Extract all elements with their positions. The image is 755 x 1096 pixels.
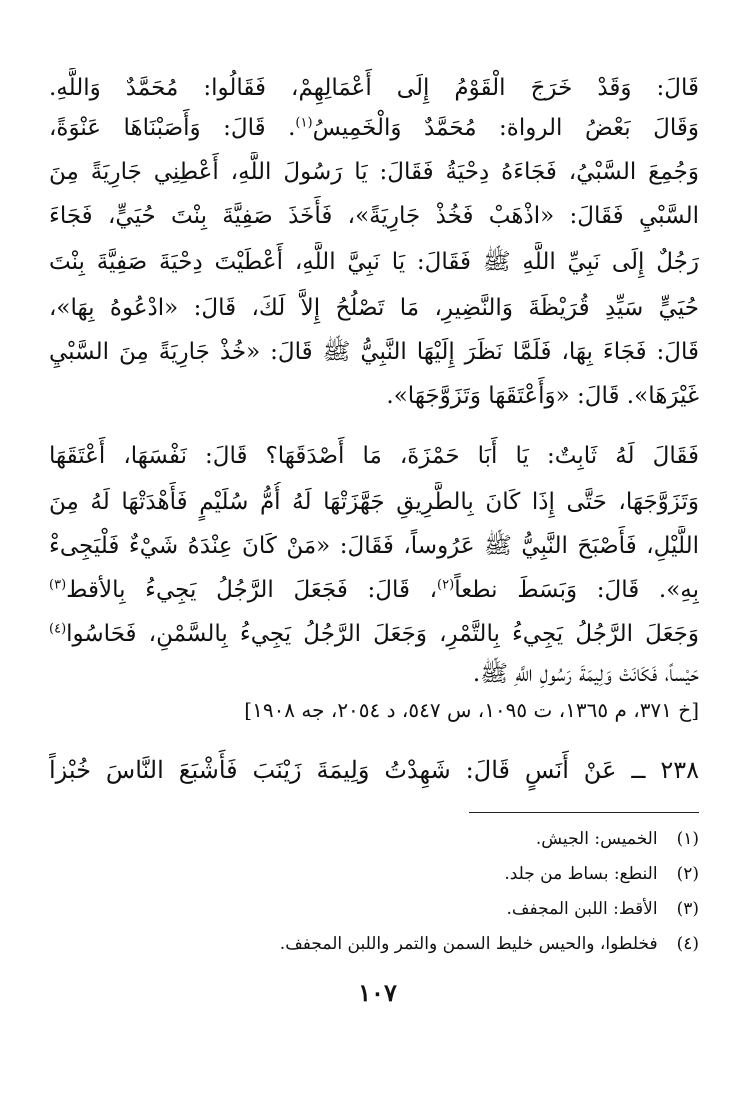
footnote-3 bbox=[49, 892, 699, 927]
footnote-text: الأقط: اللبن المجفف. bbox=[506, 899, 658, 919]
footnote-marker-4: (٤) bbox=[49, 621, 67, 637]
line-text-end: ، قَالَ: فَجَعَلَ الرَّجُلُ يَجِيءُ بِالأقط bbox=[66, 577, 438, 603]
line-text: بِهِ». قَالَ: وَبَسَطَ نطعاً bbox=[454, 577, 699, 603]
footnote-marker-1: (١) bbox=[295, 115, 313, 131]
footnote-marker-3: (٣) bbox=[49, 577, 67, 593]
footnote-number: (٢) bbox=[676, 864, 699, 884]
paragraph-2-line-3: اللَّيْلِ، فَأَصْبَحَ النَّبِيُّ ﷺ عَرُوساً، فَقَالَ: «مَنْ كَانَ عِنْدَهُ شَيْءٌ فَلْيَجِىءْ bbox=[49, 533, 699, 559]
page-number: ١٠٧ bbox=[358, 978, 397, 1007]
paragraph-1-line-1: قَالَ: وَقَدْ خَرَجَ الْقَوْمُ إِلَى أَعْمَالِهِمْ، فَقَالُوا: مُحَمَّدٌ وَاللَّهِ. bbox=[49, 75, 699, 101]
footnote-2 bbox=[49, 857, 699, 892]
footnote-number: (١) bbox=[676, 829, 699, 849]
footnote-text: فخلطوا، والحيس خليط السمن والتمر واللبن المجفف. bbox=[279, 934, 658, 954]
paragraph-1-line-3: وَجُمِعَ السَّبْيُ، فَجَاءَهُ دِحْيَةُ فَقَالَ: يَا رَسُولَ اللَّهِ، أَعْطِنِي جَارِيَةً مِنَ bbox=[49, 159, 699, 185]
paragraph-2-line-6: حَيْساً، فَكَانَتْ وَلِيمَةَ رَسُولِ اللَّهِ ﷺ. bbox=[472, 661, 699, 687]
paragraph-1-line-5: رَجُلٌ إِلَى نَبِيِّ اللَّهِ ﷺ فَقَالَ: يَا نَبِيَّ اللَّهِ، أَعْطَيْتَ دِحْيَةَ صَفِيَّةَ بِنْتَ bbox=[49, 249, 699, 275]
next-hadith-start: ٢٣٨ ــ عَنْ أَنَسٍ قَالَ: شَهِدْتُ وَلِيمَةَ زَيْنَبَ فَأَشْبَعَ النَّاسَ خُبْزاً bbox=[49, 756, 699, 784]
footnote-4 bbox=[49, 927, 699, 962]
paragraph-1-line-2 bbox=[49, 108, 699, 148]
paragraph-1-line-4: السَّبْيِ فَقَالَ: «اذْهَبْ فَخُذْ جَارِيَةً»، فَأَخَذَ صَفِيَّةَ بِنْتَ حُيَيٍّ، فَجَاءَ bbox=[49, 203, 699, 229]
footnote-number: (٤) bbox=[676, 934, 699, 954]
footnote-text: الخميس: الجيش. bbox=[535, 829, 658, 849]
line-text-end: . قَالَ: وَأَصَبْنَاهَا عَنْوَةً، bbox=[49, 115, 296, 141]
footnote-marker-2: (٢) bbox=[437, 577, 455, 593]
paragraph-1-line-7: قَالَ: فَجَاءَ بِهَا، فَلَمَّا نَظَرَ إِلَيْهَا النَّبِيُّ ﷺ قَالَ: «خُذْ جَارِيَةً مِنَ السَّبْيِ bbox=[49, 339, 699, 365]
line-text: وَقَالَ بَعْضُ الرواة: مُحَمَّدٌ وَالْخَمِيسُ bbox=[312, 115, 699, 141]
paragraph-1-line-6: حُيَيٍّ سَيِّدِ قُرَيْظَةَ وَالنَّضِيرِ، مَا تَصْلُحُ إِلاَّ لَكَ، قَالَ: «ادْعُوهُ بِهَا»، bbox=[49, 295, 699, 321]
paragraph-2-line-4 bbox=[49, 570, 699, 610]
paragraph-2-line-1: فَقَالَ لَهُ ثَابِتٌ: يَا أَبَا حَمْزَةَ، مَا أَصْدَقَهَا؟ قَالَ: نَفْسَهَا، أَعْتَقَهَا bbox=[49, 443, 699, 469]
footnote-1 bbox=[49, 822, 699, 857]
hadith-references: [خ ٣٧١، م ١٣٦٥، ت ١٠٩٥، س ٥٤٧، د ٢٠٥٤، جه ١٩٠٨] bbox=[244, 698, 699, 722]
paragraph-2-line-2: وَتَزَوَّجَهَا، حَتَّى إِذَا كَانَ بِالطَّرِيقِ جَهَّزَتْهَا لَهُ أُمُّ سُلَيْمٍ فَأَهْدَتْهَا لَهُ مِنَ bbox=[49, 489, 699, 515]
footnote-number: (٣) bbox=[676, 899, 699, 919]
footnotes bbox=[49, 822, 699, 962]
line-text: وَجَعَلَ الرَّجُلُ يَجِيءُ بِالتَّمْرِ، وَجَعَلَ الرَّجُلُ يَجِيءُ بِالسَّمْنِ، فَحَاسُوا bbox=[66, 621, 699, 647]
paragraph-1-line-8: غَيْرَهَا». قَالَ: «وَأَعْتَقَهَا وَتَزَوَّجَهَا». bbox=[386, 383, 699, 409]
footnote-text: النطع: بساط من جلد. bbox=[504, 864, 658, 884]
footnote-separator bbox=[469, 812, 699, 813]
paragraph-2-line-5 bbox=[49, 614, 699, 654]
